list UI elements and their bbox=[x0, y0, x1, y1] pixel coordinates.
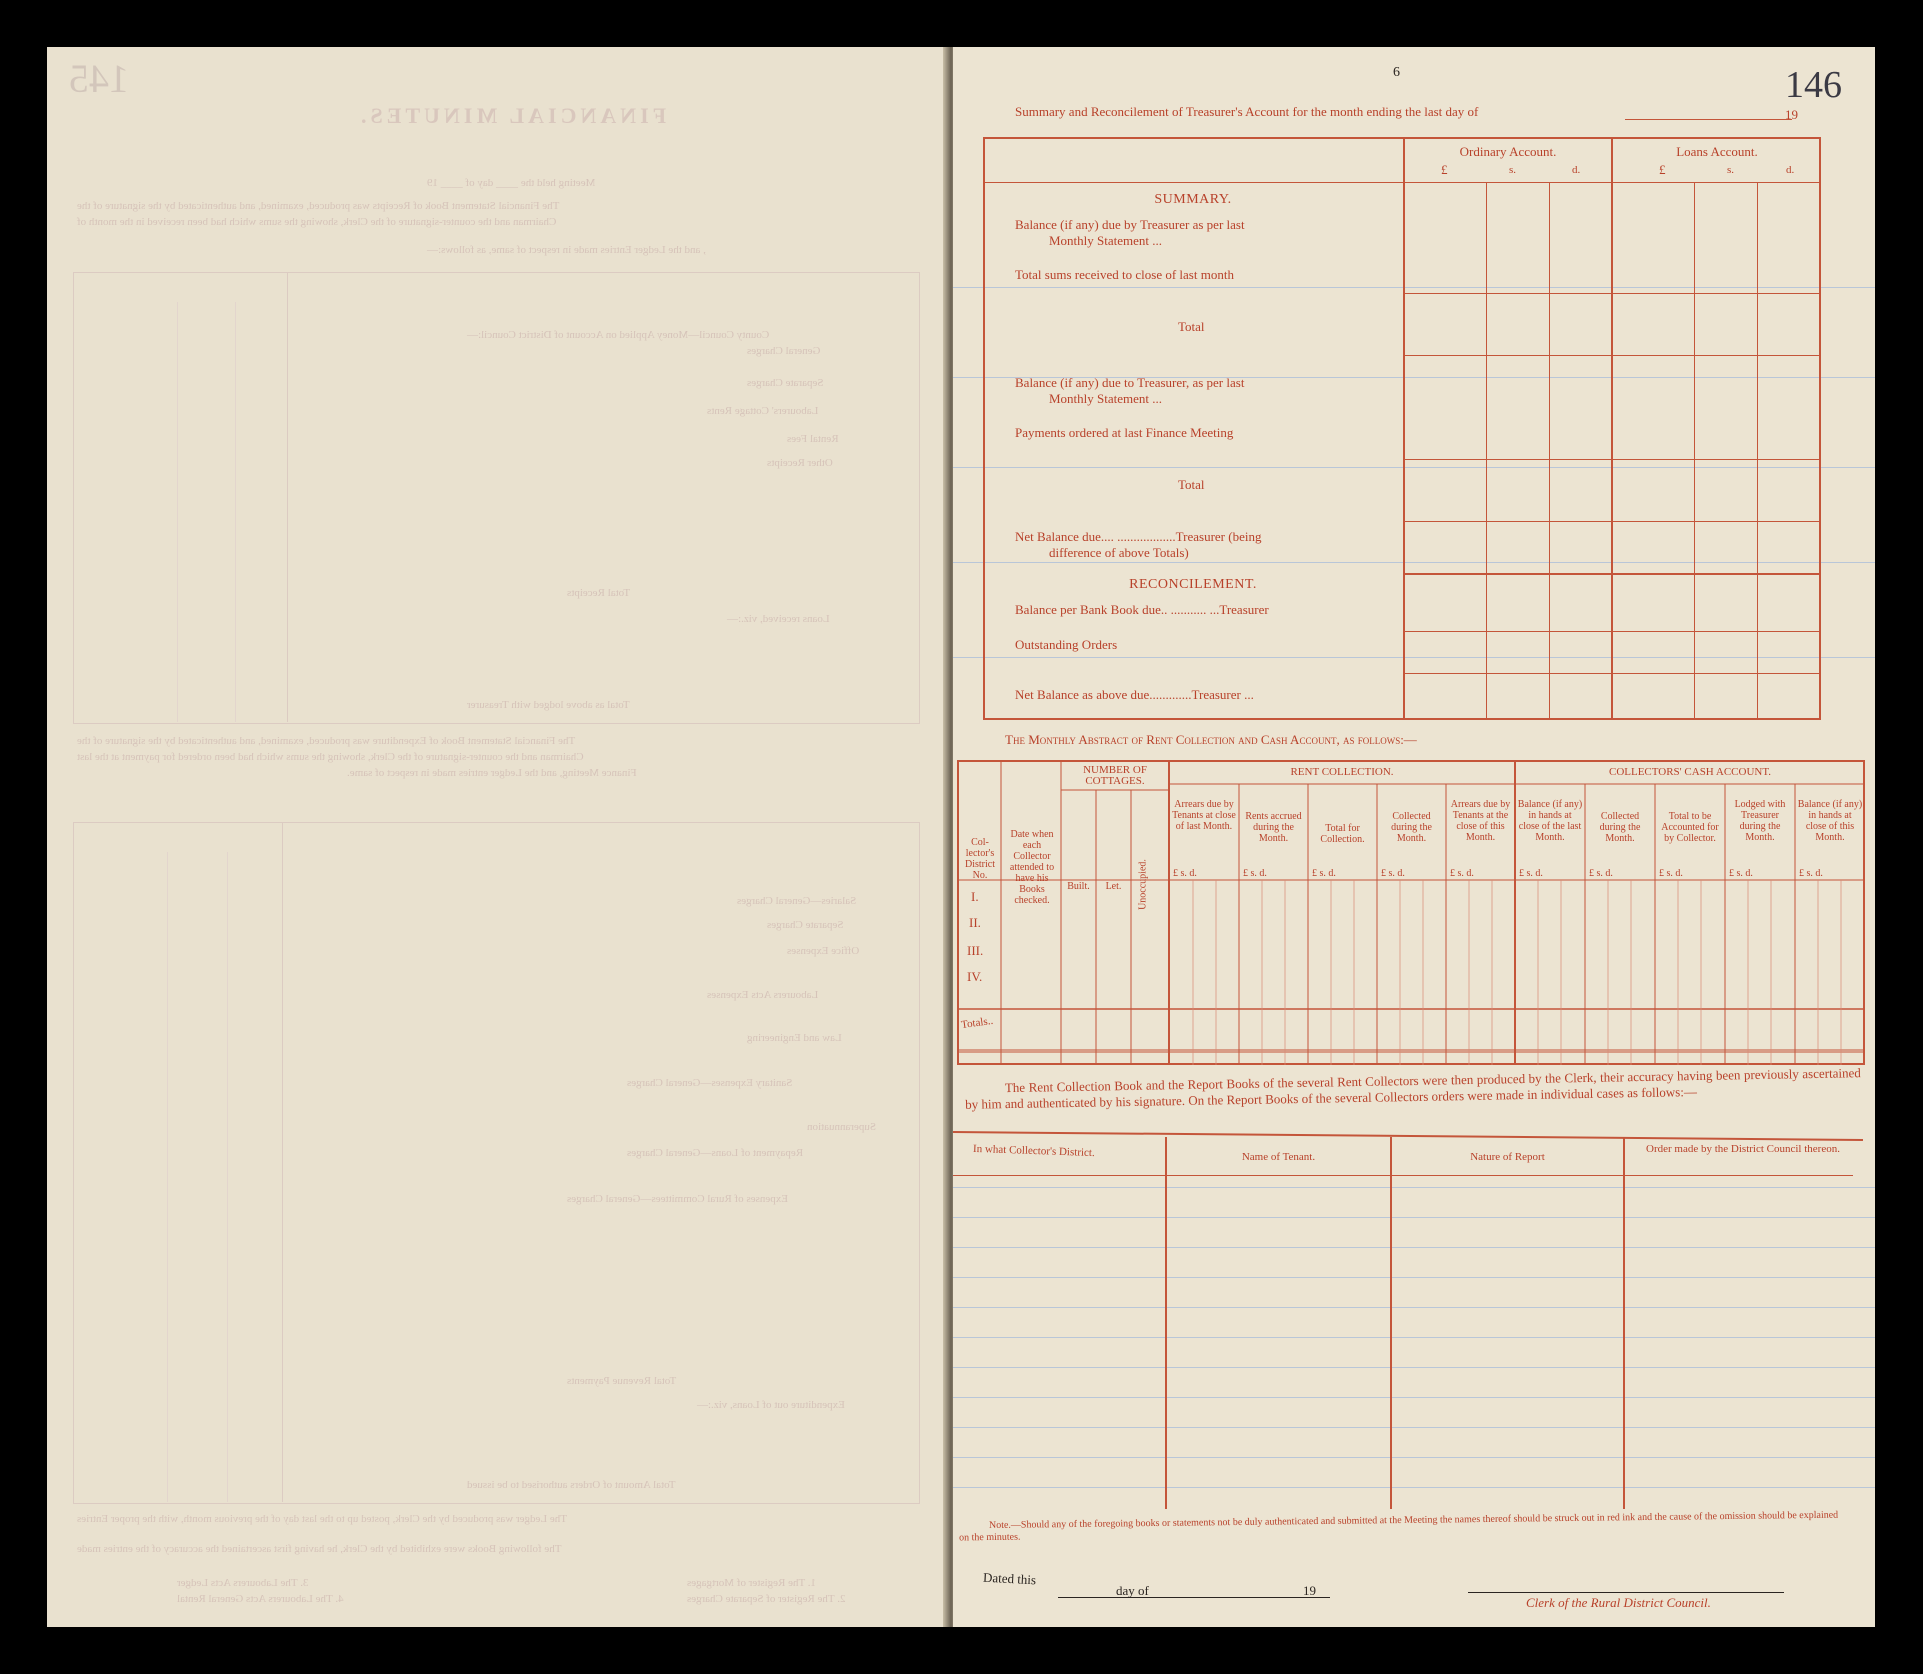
lsd-label: £ s. d. bbox=[1729, 868, 1753, 879]
ghost-line: 2. The Register of Separate Charges bbox=[687, 1593, 846, 1605]
ghost-line: 3. The Labourers Acts Ledger bbox=[177, 1577, 309, 1589]
rent-col-total: Total for Collection. bbox=[1320, 823, 1365, 845]
cash-col-balance-last: Balance (if any) in hands at close of the last Month. bbox=[1517, 799, 1583, 843]
summary-row-2: Total sums received to close of last month bbox=[1015, 267, 1234, 282]
ghost-line: Finance Meeting, and the Ledger entries made in respect of same. bbox=[347, 767, 637, 779]
summary-row-4b: Monthly Statement ... bbox=[1049, 391, 1163, 406]
district-row-i: I. bbox=[971, 889, 979, 904]
summary-row-1a: Balance (if any) due by Treasurer as per last bbox=[1015, 217, 1245, 232]
rec-row-2: Outstanding Orders bbox=[1015, 637, 1118, 652]
ghost-line: The following Books were exhibited by the Clerk, he having first ascertained the accuracy of the entries made bbox=[77, 1543, 562, 1555]
left-divider bbox=[235, 302, 236, 722]
left-divider bbox=[287, 272, 288, 722]
cash-col-lodged: Lodged with Treasurer during the Month. bbox=[1734, 799, 1786, 843]
col-district-header: Col-lector's District No. bbox=[965, 837, 995, 881]
ghost-line: Labourers' Cottage Rents bbox=[707, 405, 819, 417]
ghost-line: Chairman and the counter-signature of the Clerk, showing the sums which had been ordered for payment at the last bbox=[77, 751, 584, 763]
blank-line bbox=[1058, 1597, 1170, 1598]
clerk-caption: Clerk of the Rural District Council. bbox=[1526, 1595, 1711, 1610]
ghost-line: Loans received, viz.:— bbox=[727, 613, 830, 625]
lsd-label: £ s. d. bbox=[1799, 868, 1823, 879]
unoccupied-header: Unoccupied. bbox=[1137, 859, 1149, 910]
left-divider bbox=[282, 822, 283, 1502]
summary-heading: SUMMARY. bbox=[1154, 192, 1232, 207]
left-divider bbox=[167, 852, 168, 1502]
signature-line bbox=[1468, 1592, 1784, 1593]
summary-row-4a: Balance (if any) due to Treasurer, as per last bbox=[1015, 375, 1245, 390]
cash-col-collected: Collected during the Month. bbox=[1599, 811, 1641, 844]
ghost-line: Office Expenses bbox=[787, 945, 860, 957]
summary-row-3: Total bbox=[1178, 319, 1205, 334]
rec-row-3: Net Balance as above due.............Treasurer ... bbox=[1015, 687, 1254, 702]
ghost-line: Repayment of Loans—General Charges bbox=[627, 1147, 804, 1159]
ghost-line: Law and Engineering bbox=[747, 1032, 842, 1044]
ghost-line: Chairman and the counter-signature of the Clerk, showing the sums which had been received in the month of bbox=[77, 216, 557, 228]
abstract-title: The Monthly Abstract of Rent Collection and Cash Account, as follows:— bbox=[1005, 732, 1417, 747]
report-col-nature: Nature of Report bbox=[1470, 1151, 1545, 1163]
right-page bbox=[953, 47, 1875, 1627]
ghost-line: The Ledger was produced by the Clerk, posted up to the last day of the previous month, with the proper Entries bbox=[77, 1513, 567, 1525]
let-header: Let. bbox=[1105, 881, 1122, 892]
reconcilement-heading: RECONCILEMENT. bbox=[1129, 577, 1257, 592]
summary-row-7b: difference of above Totals) bbox=[1049, 545, 1189, 560]
left-page-number: 145 bbox=[69, 56, 129, 101]
district-row-totals: Totals.. bbox=[960, 1014, 994, 1032]
left-page bbox=[47, 47, 949, 1627]
rec-row-1: Balance per Bank Book due.. ........... ...Treasurer bbox=[1015, 602, 1269, 617]
day-of-label: day of bbox=[1116, 1583, 1149, 1598]
blank-line bbox=[1625, 119, 1792, 120]
rent-col-collected: Collected during the Month. bbox=[1391, 811, 1432, 844]
lsd-label: £ s. d. bbox=[1243, 868, 1267, 879]
ghost-line: Other Receipts bbox=[767, 457, 833, 469]
report-col-order: Order made by the District Council thereon. bbox=[1646, 1143, 1840, 1155]
district-row-ii: II. bbox=[969, 915, 981, 930]
summary-row-7a: Net Balance due.... ..................Treasurer (being bbox=[1015, 529, 1262, 544]
ghost-line: Salaries—General Charges bbox=[737, 895, 857, 907]
cash-account-header: COLLECTORS' CASH ACCOUNT. bbox=[1608, 766, 1771, 778]
summary-row-5: Payments ordered at last Finance Meeting bbox=[1015, 425, 1234, 440]
summary-row-1b: Monthly Statement ... bbox=[1049, 233, 1163, 248]
summary-title: Summary and Reconcilement of Treasurer's Account for the month ending the last day of bbox=[1015, 104, 1479, 119]
district-row-iii: III. bbox=[967, 943, 984, 958]
lsd-label: £ s. d. bbox=[1450, 868, 1474, 879]
ghost-line: Total Amount of Orders authorised to be issued bbox=[467, 1479, 676, 1491]
lsd-pound: £ bbox=[1659, 162, 1666, 177]
lsd-shilling: s. bbox=[1509, 164, 1517, 176]
summary-row-6: Total bbox=[1178, 477, 1205, 492]
ghost-line: County Council—Money Applied on Account of District Council:— bbox=[467, 329, 770, 341]
built-header: Built. bbox=[1067, 881, 1090, 892]
rent-col-arrears-this: Arrears due by Tenants at the close of this Month. bbox=[1450, 799, 1511, 843]
ordinary-account-header: Ordinary Account. bbox=[1459, 144, 1557, 159]
rent-col-accrued: Rents accrued during the Month. bbox=[1245, 811, 1302, 844]
date-checked-header: Date when each Collector attended to have his Books checked. bbox=[1009, 829, 1055, 906]
left-divider bbox=[227, 852, 228, 1502]
cash-col-balance-this: Balance (if any) in hands at close of this Month. bbox=[1797, 799, 1863, 843]
loans-account-header: Loans Account. bbox=[1676, 144, 1758, 159]
ghost-line: Rental Fees bbox=[787, 433, 839, 445]
report-col-tenant: Name of Tenant. bbox=[1241, 1151, 1316, 1163]
ghost-line: Expenses of Rural Committees—General Charges bbox=[567, 1193, 788, 1205]
number-cottages-header: NUMBER OF COTTAGES. bbox=[1083, 764, 1147, 787]
ghost-line: Meeting held the ____ day of ____ 19 bbox=[427, 177, 596, 189]
ghost-line: Separate Charges bbox=[747, 377, 824, 389]
rent-collection-header: RENT COLLECTION. bbox=[1290, 766, 1394, 778]
report-paragraph: The Rent Collection Book and the Report Books of the several Rent Collectors were then produced by the Clerk, their accuracy having been previously ascertained by him and authenticated by his signature. On the Report Books of the several Collectors orders were made in individual cases as follows:— bbox=[965, 1065, 1861, 1112]
lsd-label: £ s. d. bbox=[1519, 868, 1543, 879]
ghost-line: Sanitary Expenses—General Charges bbox=[627, 1077, 793, 1089]
ghost-line: 1. The Register of Mortgages bbox=[687, 1577, 817, 1589]
lsd-pence: d. bbox=[1786, 164, 1795, 176]
lsd-label: £ s. d. bbox=[1173, 868, 1197, 879]
district-row-iv: IV. bbox=[967, 969, 983, 984]
lsd-label: £ s. d. bbox=[1381, 868, 1405, 879]
left-divider bbox=[177, 302, 178, 722]
ghost-line: Total Revenue Payments bbox=[567, 1375, 677, 1387]
folio-number: 146 bbox=[1785, 64, 1842, 106]
ghost-line: The Financial Statement Book of Expenditure was produced, examined, and authenticated by the signature of the bbox=[77, 735, 576, 747]
report-col-district: In what Collector's District. bbox=[972, 1142, 1095, 1160]
dated-year: 19 bbox=[1303, 1583, 1316, 1598]
ghost-line: Separate Charges bbox=[767, 919, 844, 931]
ghost-line: 4. The Labourers Acts General Rental bbox=[177, 1593, 344, 1605]
ghost-line: General Charges bbox=[747, 345, 821, 357]
page-number: 6 bbox=[1393, 65, 1400, 80]
ghost-line: Labourers Acts Expenses bbox=[707, 989, 819, 1001]
dated-this-label: Dated this bbox=[982, 1569, 1037, 1588]
lsd-pence: d. bbox=[1572, 164, 1581, 176]
lsd-label: £ s. d. bbox=[1659, 868, 1683, 879]
note: Note.—Should any of the foregoing books or statements not be duly authenticated and submitted at the Meeting the names thereof should be struck out in red ink and the cause of the omission should be explained on the minutes. bbox=[959, 1509, 1839, 1544]
ghost-line: Superannuation bbox=[807, 1121, 877, 1133]
summary-year: 19 bbox=[1785, 107, 1798, 122]
ghost-line: Total Receipts bbox=[567, 587, 631, 599]
rent-col-arrears-last: Arrears due by Tenants at close of last Month. bbox=[1172, 799, 1236, 832]
ghost-line: Total as above lodged with Treasurer bbox=[467, 699, 630, 711]
lsd-label: £ s. d. bbox=[1312, 868, 1336, 879]
lsd-label: £ s. d. bbox=[1589, 868, 1613, 879]
cash-col-total: Total to be Accounted for by Collector. bbox=[1661, 811, 1719, 844]
ghost-line: , and the Ledger Entries made in respect of same, as follows:— bbox=[427, 244, 706, 256]
lsd-shilling: s. bbox=[1727, 164, 1735, 176]
lsd-pound: £ bbox=[1441, 162, 1448, 177]
ghost-line: The Financial Statement Book of Receipts was produced, examined, and authenticated by the signature of the bbox=[77, 200, 560, 212]
left-heading: FINANCIAL MINUTES. bbox=[357, 103, 667, 128]
ghost-line: Expenditure out of Loans, viz.:— bbox=[697, 1399, 845, 1411]
